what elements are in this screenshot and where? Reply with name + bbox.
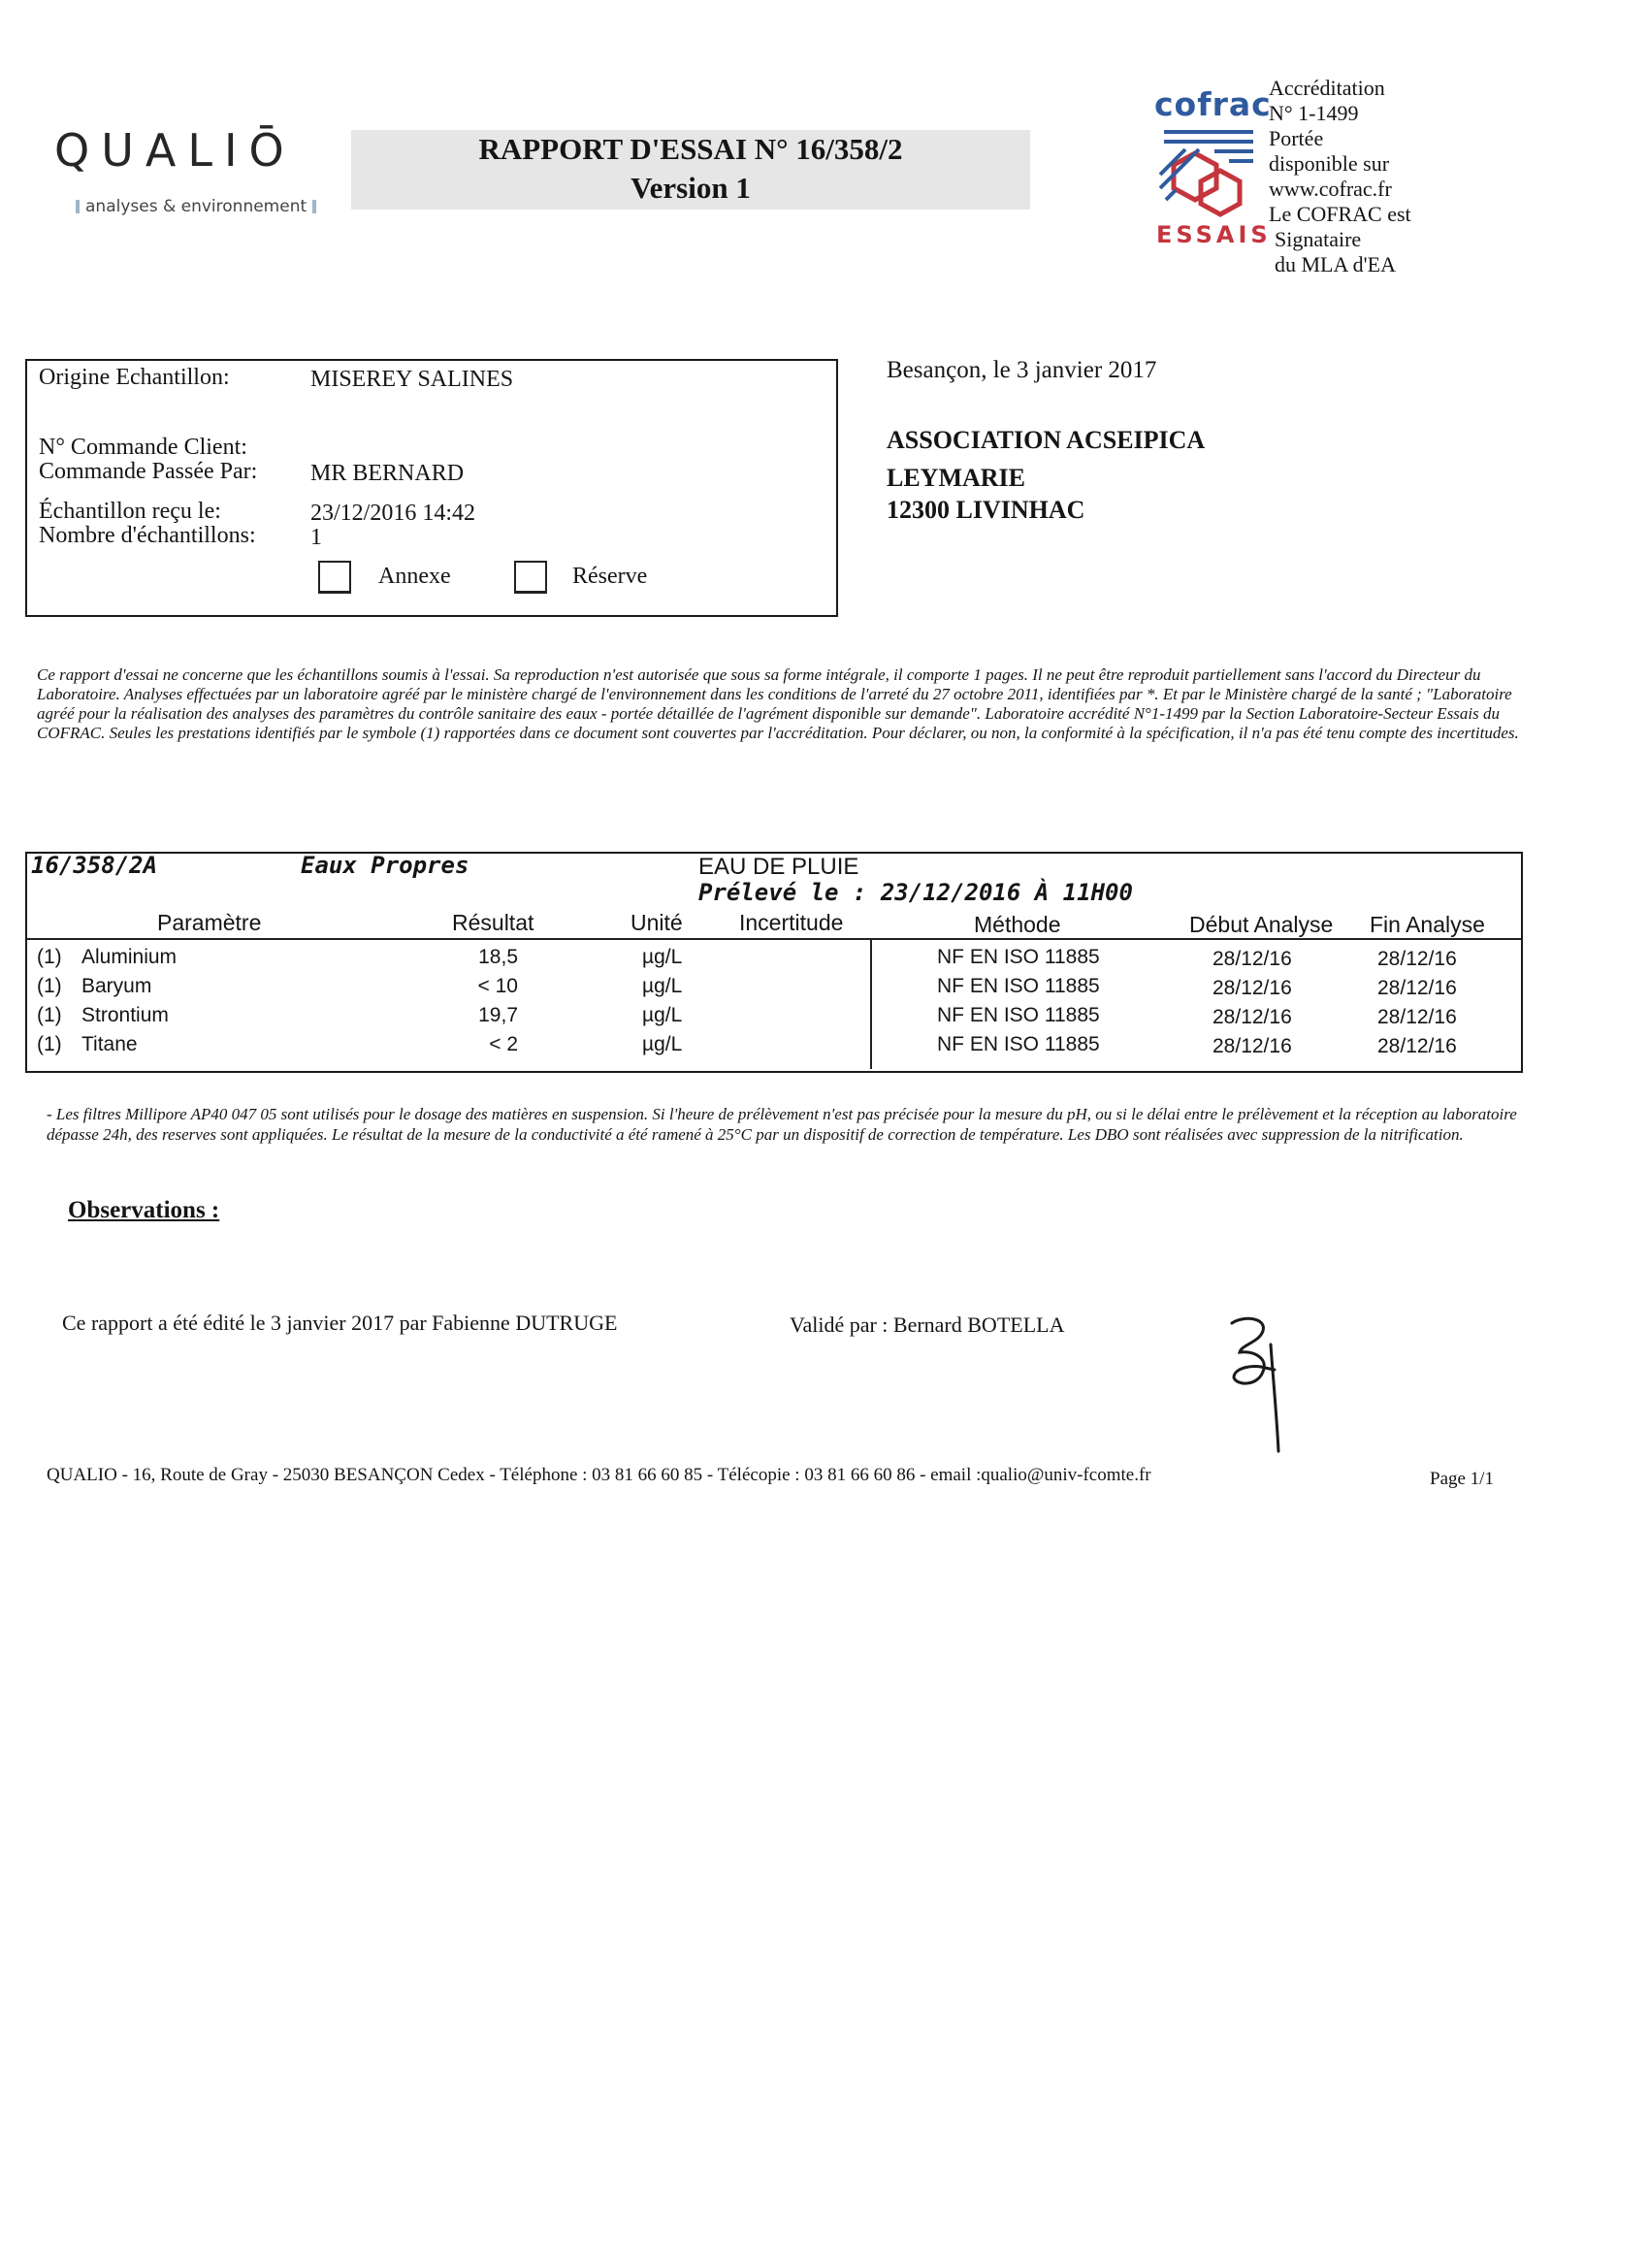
row-unit: µg/L	[642, 1004, 683, 1026]
results-header-divider	[27, 938, 1521, 940]
recipient-street: LEYMARIE	[887, 464, 1026, 492]
report-date: Besançon, le 3 janvier 2017	[887, 357, 1157, 383]
accreditation-line: Le COFRAC est	[1269, 202, 1411, 226]
accreditation-line: du MLA d'EA	[1275, 252, 1396, 276]
cofrac-essais-label: ESSAIS	[1156, 221, 1272, 248]
count-value: 1	[310, 525, 322, 550]
cofrac-logo-icon	[1156, 124, 1261, 221]
row-method: NF EN ISO 11885	[937, 975, 1100, 997]
page-number: Page 1/1	[1430, 1469, 1494, 1489]
col-header-parameter: Paramètre	[157, 910, 262, 935]
row-method: NF EN ISO 11885	[937, 1004, 1100, 1026]
col-header-uncertainty: Incertitude	[739, 910, 844, 935]
reserve-checkbox[interactable]	[514, 561, 547, 594]
accreditation-line: N° 1-1499	[1269, 101, 1359, 125]
recipient-city: 12300 LIVINHAC	[887, 496, 1085, 524]
row-flag: (1)	[37, 1004, 62, 1026]
sample-type: Eaux Propres	[301, 852, 469, 879]
origin-label: Origine Echantillon:	[39, 365, 230, 390]
order-label: N° Commande Client:	[39, 435, 247, 460]
sample-id: 16/358/2A	[31, 852, 158, 879]
ordered-by-label: Commande Passée Par:	[39, 459, 258, 484]
annexe-label: Annexe	[378, 564, 451, 589]
footer-address: QUALIO - 16, Route de Gray - 25030 BESANÇON Cedex - Téléphone : 03 81 66 60 85 - Télécopie : 03 81 66 60 86 - email :qualio@univ-fcomte.fr	[47, 1465, 1151, 1485]
annexe-checkbox[interactable]	[318, 561, 351, 594]
row-parameter: Aluminium	[81, 946, 178, 968]
row-method: NF EN ISO 11885	[937, 946, 1100, 968]
reserve-label: Réserve	[572, 564, 648, 589]
sample-name: EAU DE PLUIE	[698, 854, 859, 880]
accreditation-line: disponible sur	[1269, 151, 1390, 176]
row-start: 28/12/16	[1212, 948, 1292, 970]
row-parameter: Strontium	[81, 1004, 169, 1026]
row-start: 28/12/16	[1212, 1006, 1292, 1028]
recipient-name: ASSOCIATION ACSEIPICA	[887, 426, 1206, 454]
edited-by: Ce rapport a été édité le 3 janvier 2017 par Fabienne DUTRUGE	[62, 1311, 618, 1335]
logo-tagline-text: analyses & environnement	[85, 197, 307, 216]
row-flag: (1)	[37, 1033, 62, 1055]
observations-heading: Observations :	[68, 1197, 220, 1223]
row-end: 28/12/16	[1377, 1035, 1457, 1057]
accreditation-line: Signataire	[1275, 227, 1362, 251]
accreditation-line: Portée	[1269, 126, 1324, 150]
row-parameter: Baryum	[81, 975, 152, 997]
sampled-on: Prélevé le : 23/12/2016 À 11H00	[698, 879, 1133, 906]
signature	[1224, 1315, 1282, 1457]
accreditation-line: Accréditation	[1269, 76, 1385, 100]
row-result: 19,7	[478, 1004, 518, 1026]
analysis-footnote: - Les filtres Millipore AP40 047 05 sont utilisés pour le dosage des matières en suspension. Si l'heure de prélèvement n'est pas précisée pour la mesure du pH, ou si le délai entre le prélèvement et la réception au laboratoire dépasse 24h, des reserves sont appliquées. Le résultat de la mesure de la conductivité a été ramené à 25°C par un dispositif de correction de température. Les DBO sont réalisées avec suppression de la nitrification.	[47, 1105, 1517, 1144]
row-unit: µg/L	[642, 975, 683, 997]
row-parameter: Titane	[81, 1033, 138, 1055]
count-label: Nombre d'échantillons:	[39, 523, 256, 548]
row-start: 28/12/16	[1212, 1035, 1292, 1057]
row-end: 28/12/16	[1377, 977, 1457, 999]
row-start: 28/12/16	[1212, 977, 1292, 999]
origin-value: MISEREY SALINES	[310, 367, 514, 392]
row-end: 28/12/16	[1377, 948, 1457, 970]
row-result: 18,5	[478, 946, 518, 968]
tagline-bar-left	[76, 200, 80, 213]
col-header-result: Résultat	[452, 910, 534, 935]
report-title: RAPPORT D'ESSAI N° 16/358/2	[478, 132, 903, 166]
col-header-method: Méthode	[974, 912, 1061, 937]
row-end: 28/12/16	[1377, 1006, 1457, 1028]
report-version: Version 1	[630, 171, 751, 205]
received-label: Échantillon reçu le:	[39, 499, 221, 524]
validated-by: Validé par : Bernard BOTELLA	[790, 1312, 1065, 1337]
row-result: < 10	[477, 975, 518, 997]
logo-tagline	[70, 197, 322, 216]
ordered-by-value: MR BERNARD	[310, 461, 465, 486]
legal-notice: Ce rapport d'essai ne concerne que les échantillons soumis à l'essai. Sa reproduction n'est autorisée que sous sa forme intégrale, il comporte 1 pages. Il ne peut être reproduit partiellement sans l'accord du Directeur du Laboratoire. Analyses effectuées par un laboratoire agréé par le ministère chargé de l'environnement dans les conditions de l'arreté du 27 octobre 2011, identifiées par *. Et par le Ministère chargé de la santé ; "Laboratoire agréé pour la réalisation des analyses des paramètres du contrôle sanitaire des eaux - portée détaillée de l'agrément disponible sur demande". Laboratoire accrédité N°1-1499 par la Section Laboratoire-Secteur Essais du COFRAC. Seules les prestations identifiés par le symbole (1) rapportées dans ce document sont couvertes par l'accréditation. Pour déclarer, ou non, la conformité à la spécification, il n'a pas été tenu compte des incertitudes.	[37, 665, 1519, 742]
col-header-end: Fin Analyse	[1370, 912, 1485, 937]
row-method: NF EN ISO 11885	[937, 1033, 1100, 1055]
cofrac-logo-word: cofrac	[1154, 85, 1272, 123]
received-value: 23/12/2016 14:42	[310, 501, 476, 526]
tagline-bar-right	[312, 200, 316, 213]
row-unit: µg/L	[642, 946, 683, 968]
col-header-unit: Unité	[630, 910, 683, 935]
row-flag: (1)	[37, 946, 62, 968]
row-result: < 2	[489, 1033, 518, 1055]
accreditation-line: www.cofrac.fr	[1269, 177, 1392, 201]
col-header-start: Début Analyse	[1189, 912, 1334, 937]
results-column-divider	[870, 938, 872, 1069]
qualio-logo: QUALIŌ	[54, 124, 296, 177]
row-unit: µg/L	[642, 1033, 683, 1055]
row-flag: (1)	[37, 975, 62, 997]
accreditation-block	[1269, 76, 1411, 277]
